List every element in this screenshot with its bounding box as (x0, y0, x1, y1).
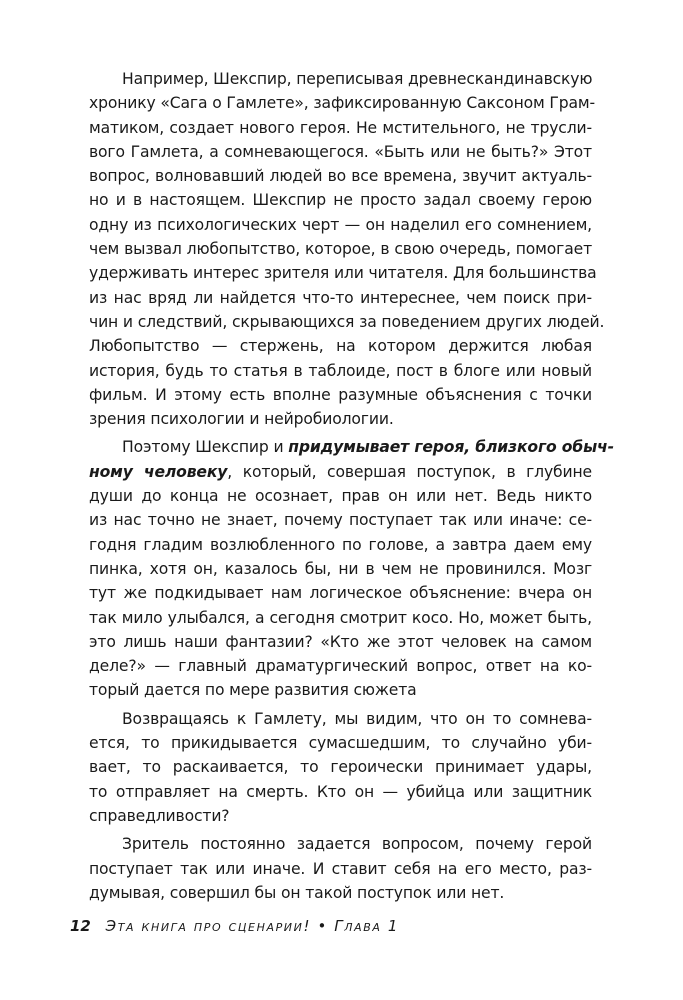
text-line (89, 286, 592, 310)
text-run: справедливости? (89, 806, 230, 825)
text-line (89, 581, 592, 605)
text-line (89, 91, 596, 115)
text-run: вает, то раскаивается, то героически принимает удары, (89, 758, 592, 777)
emphasis-text: придумывает героя, близкого обыч- (288, 438, 614, 457)
text-run: души до конца не осознает, прав он или нет. Ведь никто (89, 487, 592, 506)
text-line (89, 755, 592, 779)
text-line (89, 237, 592, 261)
text-run: пинка, хотя он, казалось бы, ни в чем не провинился. Мозг (89, 559, 592, 578)
text-line (89, 533, 592, 557)
text-line (89, 310, 605, 334)
text-run: деле?» — главный драматургический вопрос, ответ на ко- (89, 657, 592, 676)
text-run: то отправляет на смерть. Кто он — убийца или защитник (89, 782, 592, 801)
text-line (89, 780, 592, 804)
page-footer (70, 917, 399, 935)
text-run: Возвращаясь к Гамлету, мы видим, что он то сомнева- (122, 709, 592, 728)
text-line (89, 508, 592, 532)
text-line (89, 630, 592, 654)
text-line (89, 261, 597, 285)
text-run: из нас точно не знает, почему поступает так или иначе: се- (89, 511, 592, 530)
text-run: Поэтому Шекспир и (122, 438, 289, 457)
text-line (89, 383, 592, 407)
emphasis-text: ному человеку (89, 462, 228, 481)
text-run: торый дается по мере развития сюжета (89, 681, 417, 700)
text-line (89, 188, 592, 212)
text-line (89, 678, 592, 702)
text-line (89, 359, 592, 383)
text-run: но и в настоящем. Шекспир не просто задал своему герою (89, 191, 592, 210)
text-run: поступает так или иначе. И ставит себя на его место, раз- (89, 859, 592, 878)
text-line (89, 407, 592, 431)
text-run: из нас вряд ли найдется что-то интереснее, чем поиск при- (89, 288, 592, 307)
text-run: чем вызвал любопытство, которое, в свою очередь, помогает (89, 240, 592, 259)
text-line (89, 484, 592, 508)
text-run: хронику «Сага о Гамлете», зафиксированную Саксоном Грам- (89, 94, 596, 113)
text-run: так мило улыбался, а сегодня смотрит косо. Но, может быть, (89, 608, 592, 627)
text-line (89, 606, 592, 630)
text-run: тут же подкидывает нам логическое объяснение: вчера он (89, 584, 592, 603)
text-run: это лишь наши фантазии? «Кто же этот человек на самом (89, 632, 592, 651)
text-line (89, 857, 592, 881)
text-run: вого Гамлета, а сомневающегося. «Быть или не быть?» Этот (89, 142, 592, 161)
text-run: Например, Шекспир, переписывая древнескандинавскую (122, 70, 593, 88)
text-line (89, 832, 592, 856)
text-line (89, 213, 592, 237)
text-run: , который, совершая поступок, в глубине (227, 462, 592, 481)
text-run: матиком, создает нового героя. Не мстительного, не трусли- (89, 118, 592, 137)
text-line (89, 731, 592, 755)
text-line (89, 654, 592, 678)
text-line (89, 804, 592, 828)
running-head: Эта книга про сценарии! • Глава 1 (105, 917, 399, 935)
text-line (89, 334, 592, 358)
text-line (89, 164, 592, 188)
text-line (89, 707, 592, 731)
paragraph (89, 707, 592, 828)
paragraph (89, 67, 605, 431)
text-run: вопрос, волновавший людей во все времена, звучит актуаль- (89, 167, 592, 186)
text-line (89, 140, 592, 164)
body-text (89, 67, 614, 909)
text-run: удерживать интерес зрителя или читателя. Для большинства (89, 264, 597, 283)
text-run: ется, то прикидывается сумасшедшим, то случайно уби- (89, 734, 592, 753)
text-run: одну из психологических черт — он наделил его сомнением, (89, 215, 592, 234)
text-run: Любопытство — стержень, на котором держится любая (89, 337, 592, 356)
text-line (89, 557, 592, 581)
page-number: 12 (70, 917, 91, 935)
paragraph (89, 435, 614, 702)
text-run: зрения психологии и нейробиологии. (89, 410, 394, 429)
text-line (89, 435, 614, 459)
text-run: фильм. И этому есть вполне разумные объяснения с точки (89, 385, 592, 404)
text-run: Зритель постоянно задается вопросом, почему герой (122, 835, 592, 854)
paragraph (89, 832, 592, 905)
text-run: история, будь то статья в таблоиде, пост в блоге или новый (89, 361, 592, 380)
text-line (89, 881, 592, 905)
text-run: думывая, совершил бы он такой поступок или нет. (89, 883, 505, 902)
text-line (89, 67, 592, 91)
text-run: годня гладим возлюбленного по голове, а завтра даем ему (89, 535, 592, 554)
text-line (89, 460, 592, 484)
text-run: чин и следствий, скрывающихся за поведением других людей. (89, 312, 605, 331)
text-line (89, 116, 592, 140)
